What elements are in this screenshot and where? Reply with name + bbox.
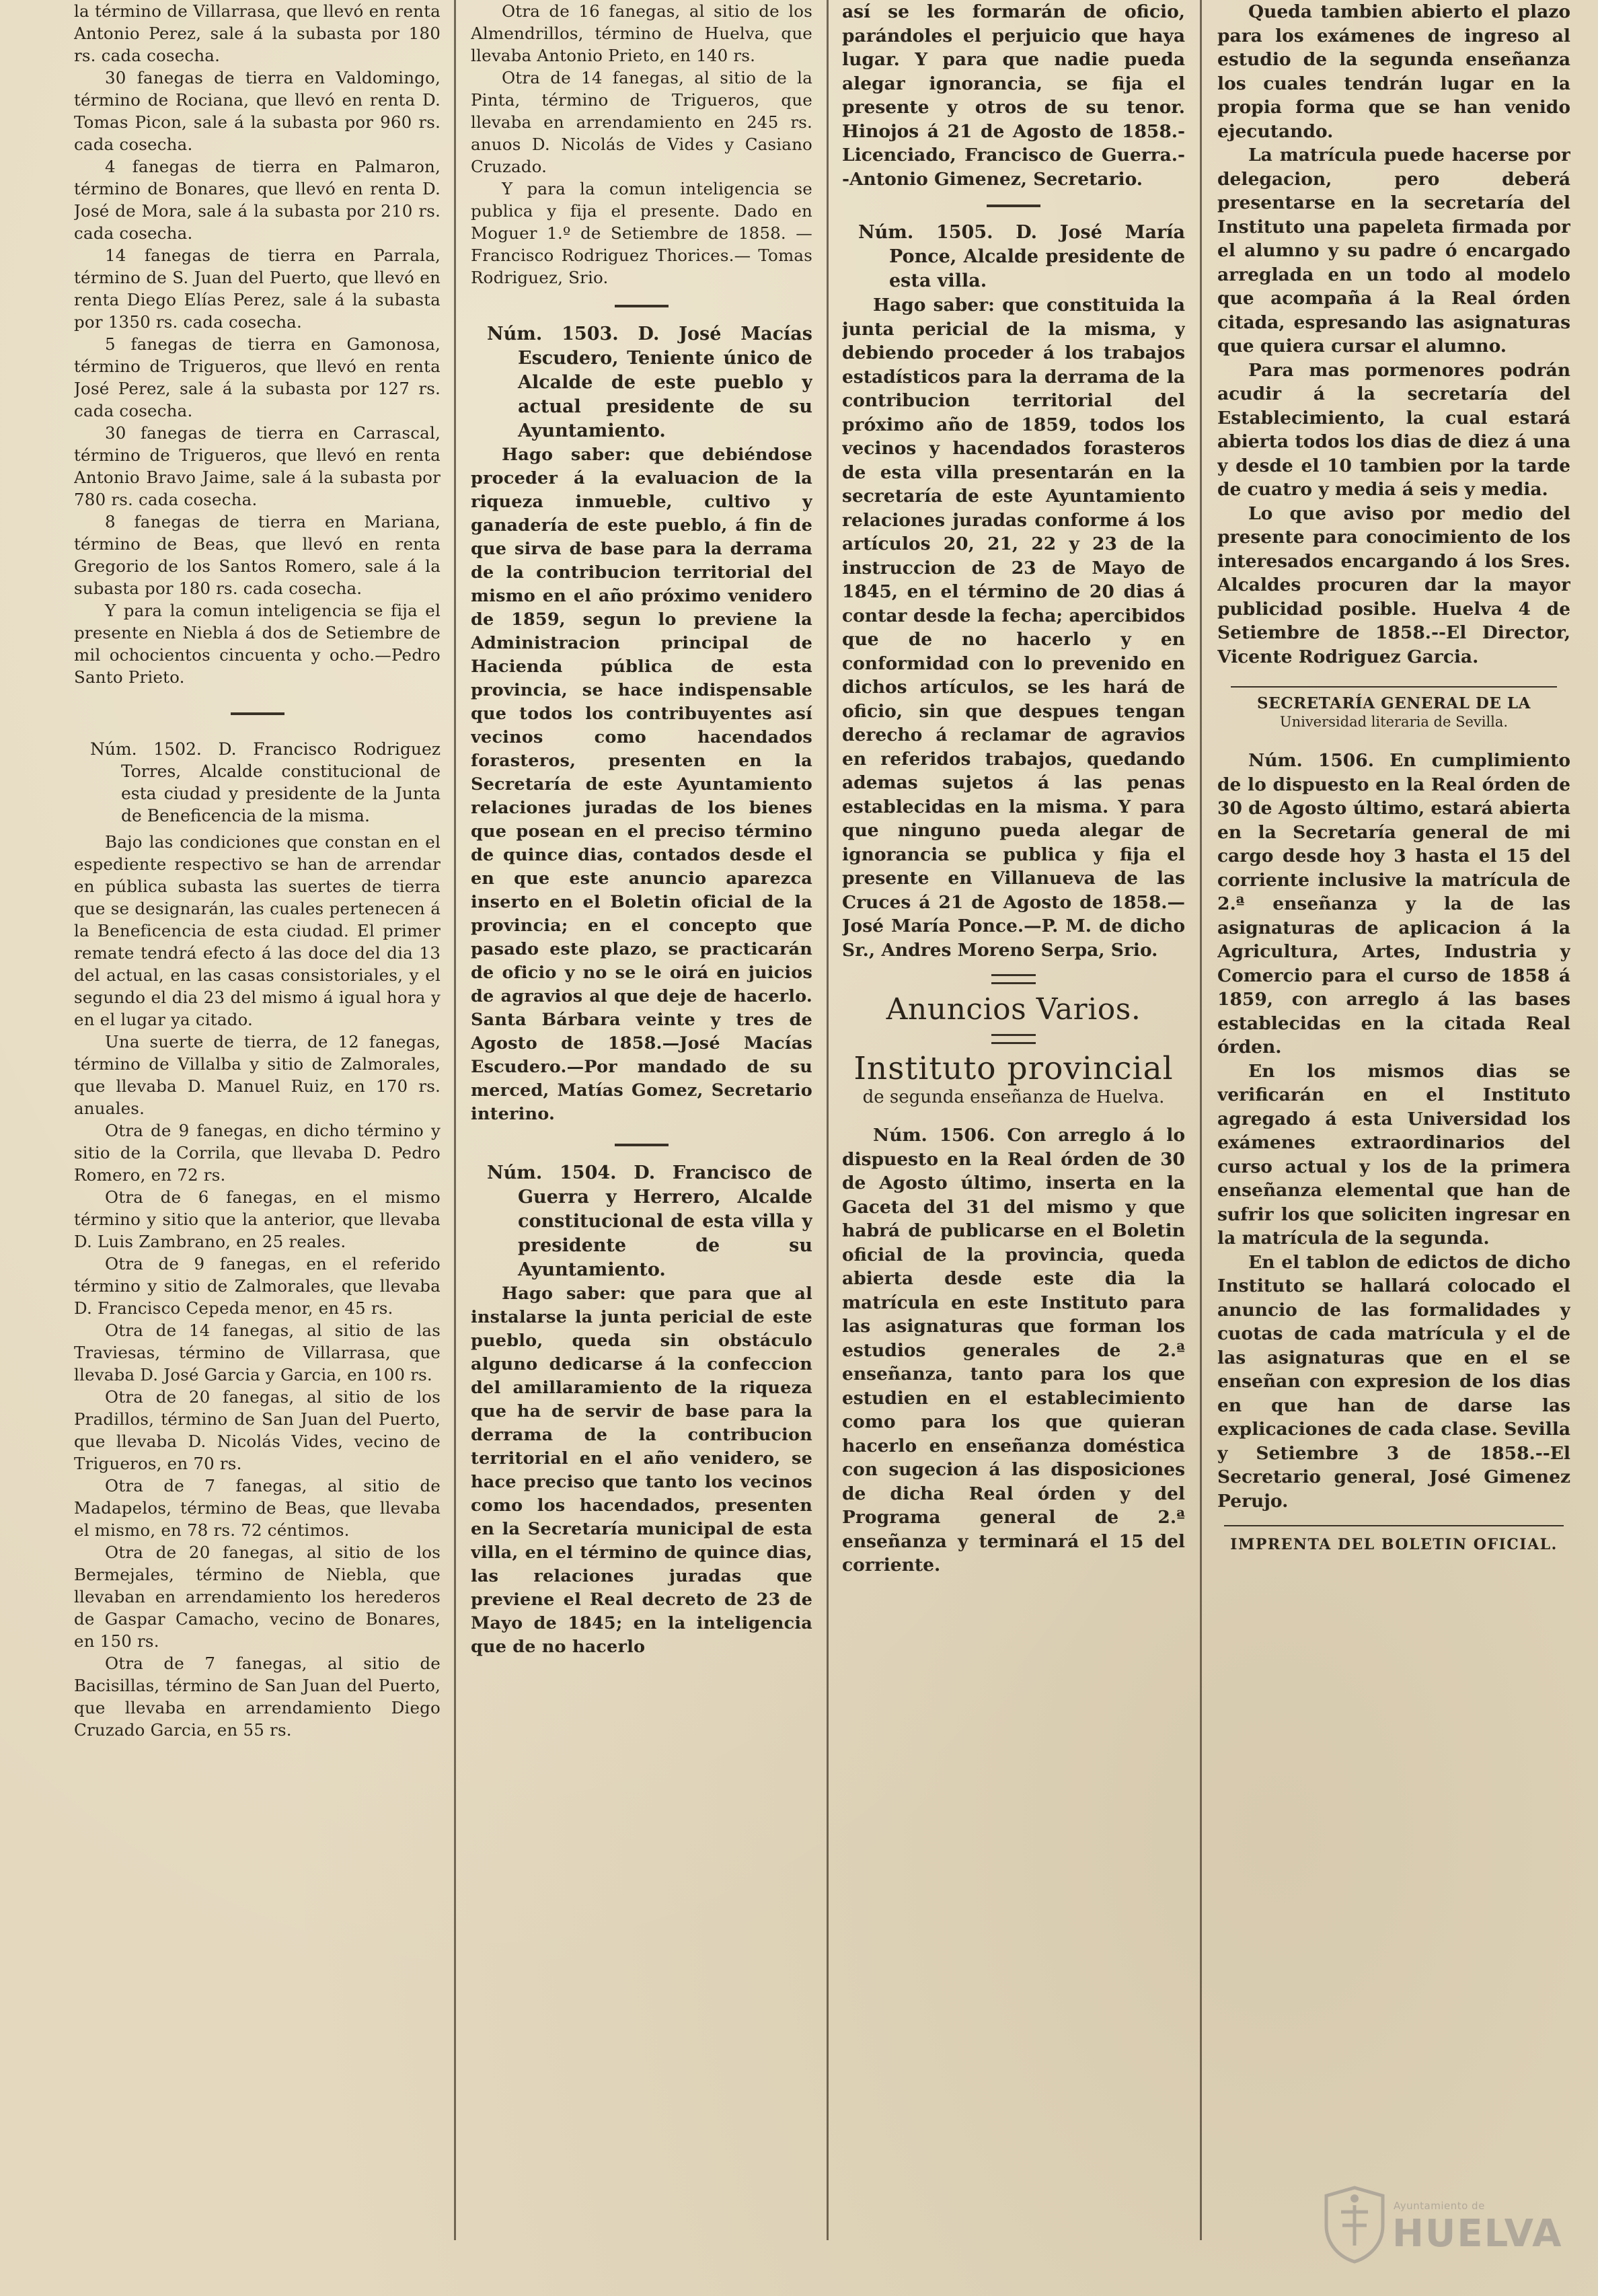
secretaria-subheading: Universidad literaria de Sevilla. (1279, 714, 1509, 730)
paragraph: Núm. 1506. Con arreglo á lo dispuesto en la Real órden de 30 de Agosto último, inserta en la Gaceta del 31 del mismo y que habrá de publicarse en el Boletin oficial de la provincia, queda abierta desde este dia la matrícula en este Instituto para las asignaturas que forman los estudios generales de 2.ª enseñanza, tanto para los que estudien en el establecimiento como para los que quieran hacerlo en enseñanza doméstica con sugecion á las disposiciones de dicha Real órden y del Programa general de 2.ª enseñanza y terminará el 15 del corriente. (842, 1125, 1185, 1576)
separator (1231, 686, 1557, 688)
column-3 (842, 0, 1185, 2240)
watermark-title: HUELVA (1392, 2212, 1563, 2256)
paragraph: 8 fanegas de tierra en Mariana, término de Beas, que llevó en renta Gregorio de los Santos Romero, sale á la subasta por 180 rs. cada cosecha. (74, 512, 441, 598)
paragraph: Otra de 7 fanegas, al sitio de Madapelos, término de Beas, que llevaba el mismo, en 78 rs. 72 céntimos. (74, 1476, 441, 1540)
paragraph: Otra de 20 fanegas, al sitio de los Bermejales, término de Niebla, que llevaban en arrendamiento los herederos de Gaspar Camacho, vecino de Bonares, en 150 rs. (74, 1543, 441, 1651)
separator (1224, 1525, 1564, 1526)
secretaria-heading: SECRETARÍA GENERAL DE LA (1257, 694, 1531, 712)
paragraph: Hago saber: que para que al instalarse la junta pericial de este pueblo, queda sin obstáculo alguno dedicarse á la confeccion del amillaramiento de la riqueza que ha de servir de base para la derrama de la contribucion territorial en el año venidero, se hace preciso que tanto los vecinos como los hacendados, presenten en la Secretaría municipal de esta villa, en el término de quince dias, las relaciones juradas que previene el Real decreto de 23 de Mayo de 1845; en la inteligencia que de no hacerlo (471, 1284, 812, 1657)
entry-header-1502: Núm. 1502. D. Francisco Rodriguez Torres, Alcalde constitucional de esta ciudad y presidente de la Junta de Beneficencia de la misma. (90, 739, 441, 825)
column-rule (1200, 0, 1202, 2240)
paragraph: La matrícula puede hacerse por delegacion, pero deberá presentarse en la secretaría del Instituto una papeleta firmada por el alumno y su padre ó encargado arreglada en un todo al modelo que acompaña á la Real órden citada, espresando las asignaturas que quiera cursar el alumno. (1217, 145, 1570, 357)
separator-double (991, 974, 1036, 984)
paragraph: Otra de 16 fanegas, al sitio de los Almendrillos, término de Huelva, que llevaba Antonio Prieto, en 140 rs. (471, 1, 812, 65)
paragraph: En el tablon de edictos de dicho Instituto se hallará colocado el anuncio de las formalidades y cuotas de cada matrícula y el de las asignaturas que en el se enseñan con expresion de los dias en que han de darse las explicaciones de cada clase. Sevilla y Setiembre 3 de 1858.--El Secretario general, José Gimenez Perujo. (1217, 1251, 1570, 1512)
separator (231, 712, 284, 715)
paragraph: Para mas pormenores podrán acudir á la secretaría del Establecimiento, la cual estará abierta todos los dias de diez á una y desde el 10 tambien por la tarde de cuatro y media á seis y media. (1217, 359, 1570, 500)
paragraph: 5 fanegas de tierra en Gamonosa, término de Trigueros, que llevó en renta José Perez, sale á la subasta por 127 rs. cada cosecha. (74, 334, 441, 420)
watermark-caption: Ayuntamiento de (1394, 2200, 1485, 2212)
paragraph: 30 fanegas de tierra en Carrascal, término de Trigueros, que llevó en renta Antonio Bravo Jaime, sale á la subasta por 780 rs. cada cosecha. (74, 423, 441, 509)
separator (615, 305, 669, 307)
entry-header-1505: Núm. 1505. D. José María Ponce, Alcalde presidente de esta villa. (858, 222, 1185, 291)
imprint-line: IMPRENTA DEL BOLETIN OFICIAL. (1230, 1536, 1558, 1553)
paragraph: Otra de 14 fanegas, al sitio de la Pinta, término de Trigueros, que llevaba en arrendamiento en 245 rs. anuos D. Nicolás de Vides y Casiano Cruzado. (471, 68, 812, 176)
paragraph: Otra de 9 fanegas, en dicho término y sitio de la Corrila, que llevaba D. Pedro Romero, en 72 rs. (74, 1121, 441, 1185)
paragraph: así se les formarán de oficio, parándoles el perjuicio que haya lugar. Y para que nadie pueda alegar ignorancia, se fija el presente y otros de su tenor. Hinojos á 21 de Agosto de 1858.-Licenciado, Francisco de Guerra.--Antonio Gimenez, Secretario. (842, 1, 1185, 190)
paragraph: Y para la comun inteligencia se publica y fija el presente. Dado en Moguer 1.º de Setiembre de 1858. —Francisco Rodriguez Thorices.— Tomas Rodriguez, Srio. (471, 179, 812, 287)
section-title: Anuncios Varios. (886, 992, 1141, 1027)
separator (987, 205, 1040, 207)
paragraph: la término de Villarrasa, que llevó en renta Antonio Perez, sale á la subasta por 180 rs. cada cosecha. (74, 1, 441, 65)
column-rule (827, 0, 829, 2240)
paragraph: Hago saber: que constituida la junta pericial de la misma, y debiendo proceder á los trabajos estadísticos para la derrama de la contribucion territorial del próximo año de 1859, todos los vecinos y hacendados forasteros de esta villa presentarán en la secretaría de este Ayuntamiento relaciones juradas conforme á los artículos 20, 21, 22 y 23 de la instruccion de 23 de Mayo de 1845, en el término de 20 dias á contar desde la fecha; apercibidos que de no hacerlo y en conformidad con lo prevenido en dichos artículos, se les hará de oficio, sin que despues tengan derecho á reclamar de agravios en referidos trabajos, quedando ademas sujetos á las penas establecidas en la misma. Y para que ninguno pueda alegar de ignorancia se publica y fija el presente en Villanueva de las Cruces á 21 de Agosto de 1858.—José María Ponce.—P. M. de dicho Sr., Andres Moreno Serpa, Srio. (842, 295, 1185, 961)
column-4 (1217, 0, 1570, 2240)
paragraph: Otra de 14 fanegas, al sitio de las Traviesas, término de Villarrasa, que llevaba D. José Garcia y Garcia, en 100 rs. (74, 1321, 441, 1384)
paragraph: 4 fanegas de tierra en Palmaron, término de Bonares, que llevó en renta D. José de Mora, sale á la subasta por 210 rs. cada cosecha. (74, 157, 441, 243)
paragraph: Y para la comun inteligencia se fija el presente en Niebla á dos de Setiembre de mil ochocientos cincuenta y ocho.—Pedro Santo Prieto. (74, 601, 441, 687)
paragraph: Otra de 20 fanegas, al sitio de los Pradillos, término de San Juan del Puerto, que llevaba D. Nicolás Vides, vecino de Trigueros, en 70 rs. (74, 1387, 441, 1473)
paragraph: Otra de 6 fanegas, en el mismo término y sitio que la anterior, que llevaba D. Luis Zambrano, en 25 reales. (74, 1187, 441, 1251)
separator (615, 1144, 669, 1146)
watermark-logo (1321, 2185, 1563, 2272)
paragraph: Hago saber: que debiéndose proceder á la evaluacion de la riqueza inmueble, cultivo y ganadería de este pueblo, á fin de que sirva de base para la derrama de la contribucion territorial del mismo en el año próximo venidero de 1859, segun lo previene la Administracion principal de Hacienda pública de esta provincia, se hace indispensable que todos los contribuyentes así vecinos como hacendados forasteros, presenten en la Secretaría de este Ayuntamiento relaciones juradas de los bienes que posean en el preciso término de quince dias, contados desde el en que este anuncio aparezca inserto en el Boletin oficial de la provincia; en el concepto que pasado este plazo, se practicarán de oficio y no se le oirá en juicios de agravios al que deje de hacerlo. Santa Bárbara veinte y tres de Agosto de 1858.—José Macías Escudero.—Por mandado de su merced, Matías Gomez, Secretario interino. (471, 445, 812, 1124)
entry-header-1503: Núm. 1503. D. José Macías Escudero, Teniente único de Alcalde de este pueblo y actual presidente de su Ayuntamiento. (487, 324, 812, 441)
paragraph: Otra de 7 fanegas, al sitio de Bacisillas, término de San Juan del Puerto, que llevaba en arrendamiento Diego Cruzado Garcia, en 55 rs. (74, 1654, 441, 1740)
paragraph: En los mismos dias se verificarán en el Instituto agregado á esta Universidad los exámenes extraordinarios del curso actual y los de la primera enseñanza elemental que han de sufrir los que soliciten ingresar en la matrícula de la segunda. (1217, 1060, 1570, 1249)
paragraph: 30 fanegas de tierra en Valdomingo, término de Rociana, que llevó en renta D. Tomas Picon, sale á la subasta por 960 rs. cada cosecha. (74, 68, 441, 154)
paragraph: 14 fanegas de tierra en Parrala, término de S. Juan del Puerto, que llevó en renta Diego Elías Perez, sale á la subasta por 1350 rs. cada cosecha. (74, 246, 441, 332)
paragraph: Una suerte de tierra, de 12 fanegas, término de Villalba y sitio de Zalmorales, que llevaba D. Manuel Ruiz, en 170 rs. anuales. (74, 1032, 441, 1118)
column-2 (471, 0, 812, 2240)
column-1 (74, 0, 441, 2240)
paragraph: Lo que aviso por medio del presente para conocimiento de los interesados encargando á los Sres. Alcaldes procuren dar la mayor publicidad posible. Huelva 4 de Setiembre de 1858.--El Director, Vicente Rodriguez Garcia. (1217, 503, 1570, 667)
separator-double (991, 1034, 1036, 1044)
institute-title: Instituto provincial (853, 1050, 1174, 1087)
paragraph: Otra de 9 fanegas, en el referido término y sitio de Zalmorales, que llevaba D. Francisco Cepeda menor, en 45 rs. (74, 1254, 441, 1318)
paragraph: Bajo las condiciones que constan en el espediente respectivo se han de arrendar en pública subasta las suertes de tierra que se designarán, las cuales pertenecen á la Beneficencia de esta ciudad. El primer remate tendrá efecto á las doce del dia 13 del actual, en las casas consistoriales, y el segundo el dia 23 del mismo á igual hora y en el lugar ya citado. (74, 832, 441, 1029)
crest-icon (1321, 2185, 1388, 2264)
institute-subtitle: de segunda enseñanza de Huelva. (862, 1087, 1165, 1107)
paragraph: Núm. 1506. En cumplimiento de lo dispuesto en la Real órden de 30 de Agosto último, estará abierta en la Secretaría general de mi cargo desde hoy 3 hasta el 15 del corriente inclusive la matrícula de 2.ª enseñanza y la de las asignaturas de aplicacion á la Agricultura, Artes, Industria y Comercio para el curso de 1858 á 1859, con arreglo á las bases establecidas en la citada Real órden. (1217, 750, 1570, 1058)
paragraph: Queda tambien abierto el plazo para los exámenes de ingreso al estudio de la segunda enseñanza los cuales tendrán lugar en la propia forma que se han venido ejecutando. (1217, 1, 1570, 142)
column-rule (454, 0, 456, 2240)
entry-header-1504: Núm. 1504. D. Francisco de Guerra y Herrero, Alcalde constitucional de esta villa y presidente de su Ayuntamiento. (487, 1162, 812, 1280)
